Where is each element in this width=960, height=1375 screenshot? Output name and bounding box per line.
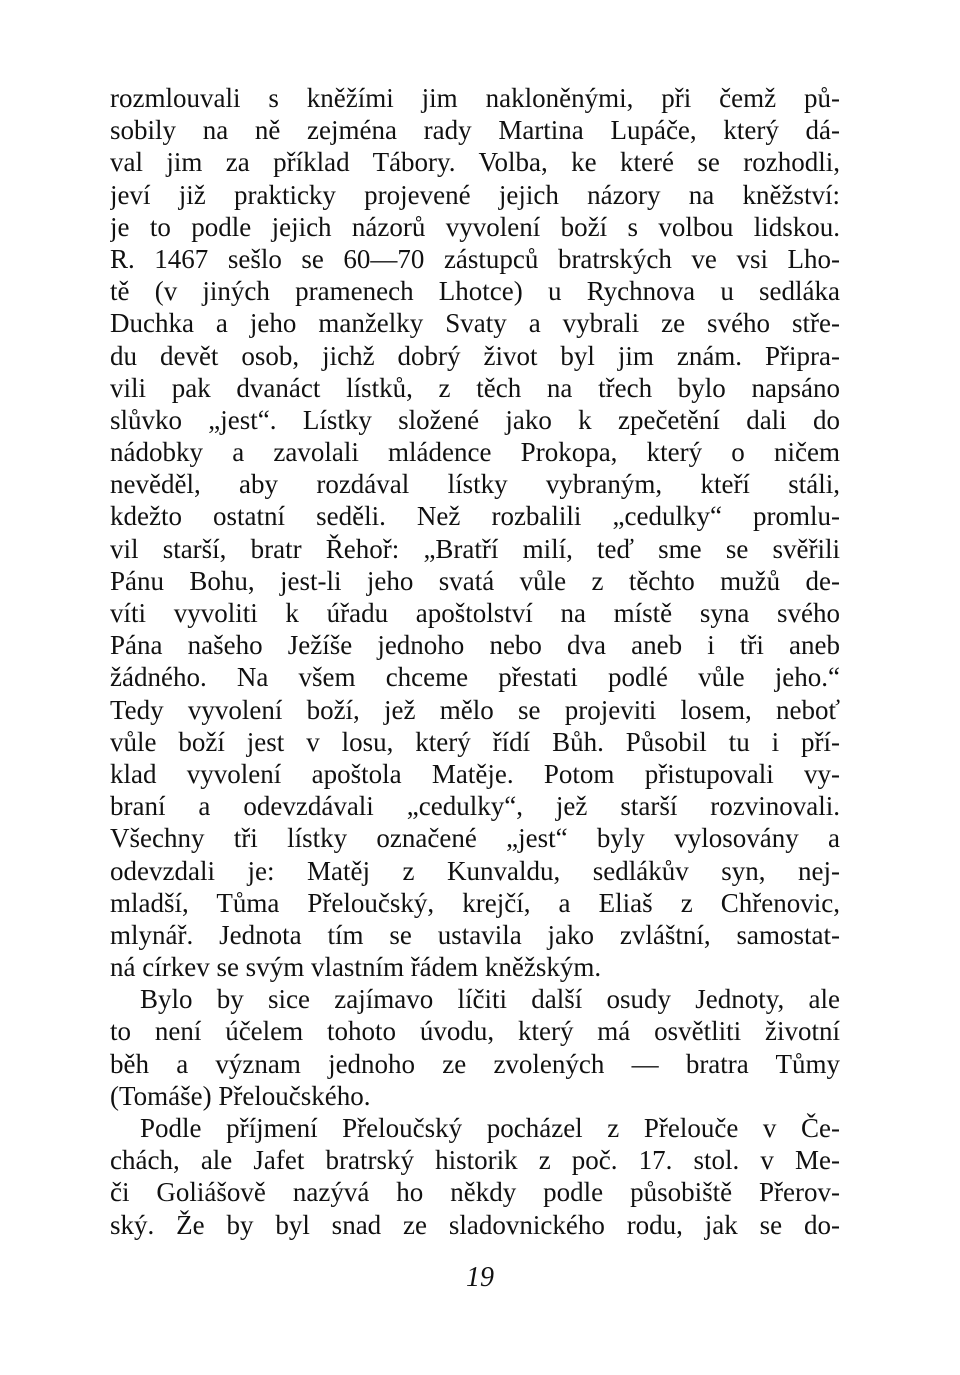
text-line: žádného. Na všem chceme přestati podlé vůle jeho.“ xyxy=(110,662,840,693)
text-line: Pánu Bohu, jest-li jeho svatá vůle z těchto mužů de- xyxy=(110,565,840,596)
text-line: chách, ale Jafet bratrský historik z poč. 17. stol. v Me- xyxy=(110,1145,840,1176)
text-line: mlynář. Jednota tím se ustavila jako zvláštní, samostat- xyxy=(110,919,840,950)
text-line: víti vyvoliti k úřadu apoštolství na místě syna svého xyxy=(110,598,840,628)
text-line: to není účelem tohoto úvodu, který má osvětliti životní xyxy=(110,1016,840,1047)
text-line: Všechny tři lístky označené „jest“ byly vylosovány a xyxy=(110,823,840,854)
text-line: du devět osob, jichž dobrý život byl jim znám. Připra- xyxy=(110,340,840,371)
text-line: val jim za příklad Tábory. Volba, ke které se rozhodli, xyxy=(110,147,840,178)
text-line: klad vyvolení apoštola Matěje. Potom přistupovali vy- xyxy=(110,758,840,789)
text-line: braní a odevzdávali „cedulky“, jež starší rozvinovali. xyxy=(110,791,840,822)
text-line: Pána našeho Ježíše jednoho nebo dva aneb i tři aneb xyxy=(110,630,840,661)
page-number: 19 xyxy=(466,1262,494,1293)
text-line: Podle příjmení Přeloučský pocházel z Přelouče v Če- xyxy=(140,1113,840,1143)
text-line: Duchka a jeho manželky Svaty a vybrali ze svého stře- xyxy=(110,308,840,339)
text-line: vůle boží jest v losu, který řídí Bůh. Působil tu i pří- xyxy=(110,726,840,757)
text-line: (Tomáše) Přeloučského. xyxy=(110,1080,371,1111)
text-line: Bylo by sice zajímavo líčiti další osudy Jednoty, ale xyxy=(140,984,840,1015)
text-line: jeví již prakticky projevené jejich názory na kněžství: xyxy=(110,179,840,210)
text-line: ná církev se svým vlastním řádem kněžským. xyxy=(110,952,602,983)
text-line: slůvko „jest“. Lístky složené jako k zpečetění dali do xyxy=(110,404,840,435)
text-line: odevzdali je: Matěj z Kunvaldu, sedlákův syn, nej- xyxy=(110,855,840,886)
text-line: ský. Že by byl snad ze sladovnického rodu, jak se do- xyxy=(110,1209,840,1240)
text-line: běh a význam jednoho ze zvolených — bratra Tůmy xyxy=(110,1048,840,1079)
text-line: kdežto ostatní seděli. Než rozbalili „cedulky“ promlu- xyxy=(110,501,840,532)
paragraph-1 xyxy=(110,82,840,983)
text-line: Tedy vyvolení boží, jež mělo se projeviti losem, neboť xyxy=(110,694,840,725)
text-line: vili pak dvanáct lístků, z těch na třech bylo napsáno xyxy=(110,372,840,403)
text-line: je to podle jejich názorů vyvolení boží s volbou lidskou. xyxy=(110,211,840,242)
text-line: rozmlouvali s kněžími jim nakloněnými, při čemž pů- xyxy=(110,83,840,113)
paragraph-2 xyxy=(110,983,840,1112)
text-line: vil starší, bratr Řehoř: „Bratří milí, teď sme se svěřili xyxy=(110,533,840,564)
text-line: nevěděl, aby rozdával lístky vybraným, kteří stáli, xyxy=(110,469,840,500)
text-line: či Goliášově nazývá ho někdy podle působiště Přerov- xyxy=(110,1177,840,1208)
text-line: sobily na ně zejména rady Martina Lupáče, který dá- xyxy=(110,115,840,146)
text-line: nádobky a zavolali mládence Prokopa, který o ničem xyxy=(110,437,840,468)
page-text xyxy=(110,82,840,1241)
text-line: R. 1467 sešlo se 60—70 zástupců bratrských ve vsi Lho- xyxy=(110,243,840,274)
text-line: mladší, Tůma Přeloučský, krejčí, a Eliaš z Chřenovic, xyxy=(110,887,840,918)
paragraph-3 xyxy=(110,1112,840,1241)
text-line: tě (v jiných pramenech Lhotce) u Rychnova u sedláka xyxy=(110,276,840,307)
